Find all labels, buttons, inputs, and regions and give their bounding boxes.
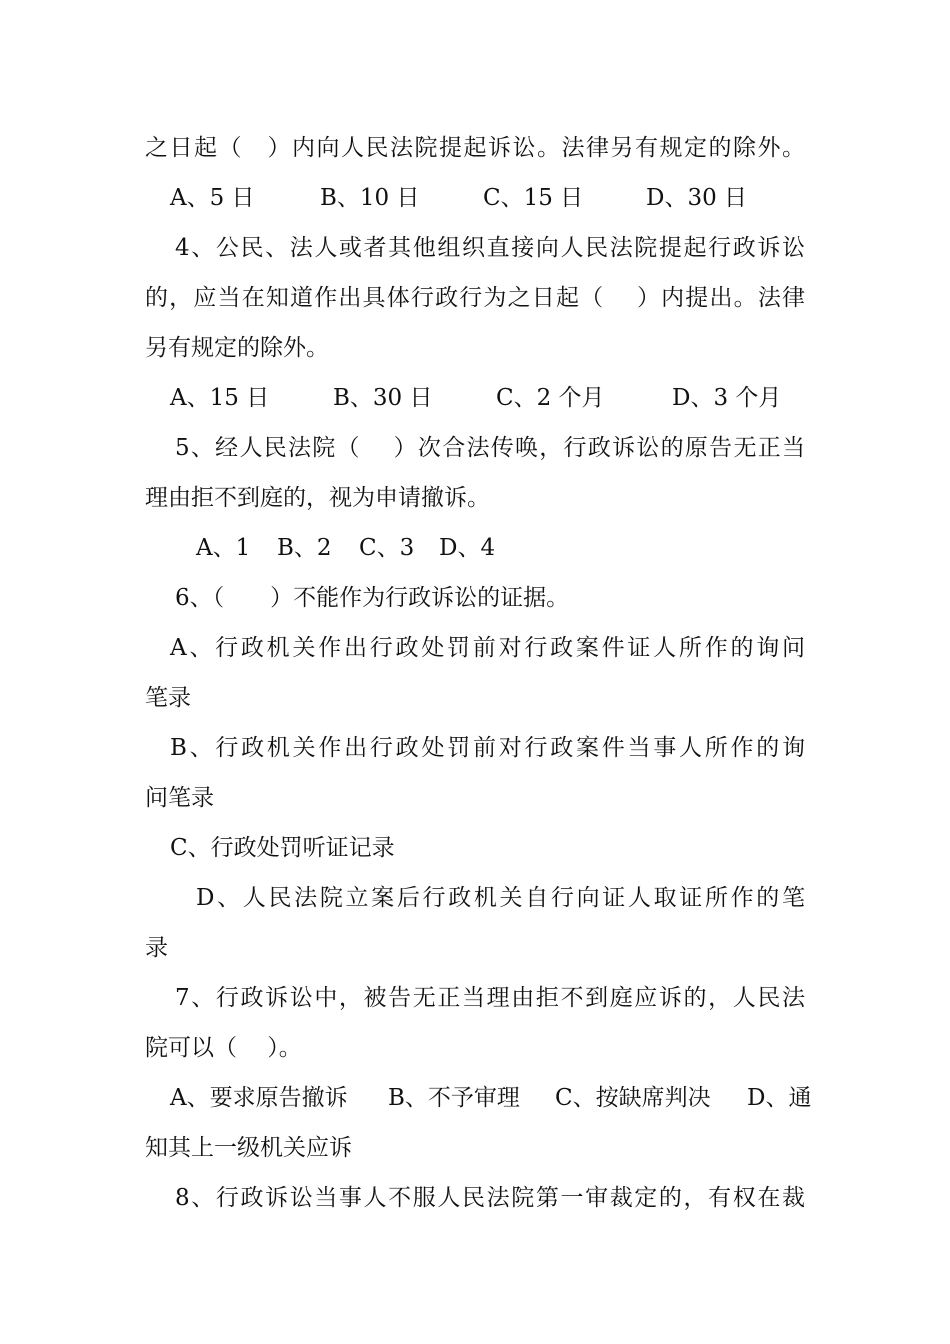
option-c: C、按缺席判决 xyxy=(555,1085,711,1111)
option-d: D、30 日 xyxy=(646,185,748,211)
question-7-line-1: 7、行政诉讼中，被告无正当理由拒不到庭应诉的，人民法 xyxy=(175,985,805,1011)
option-c: C、2 个月 xyxy=(496,385,605,411)
option-b: B、不予审理 xyxy=(388,1085,520,1111)
question-6-option-b-line-2: 问笔录 xyxy=(145,785,214,811)
question-6-option-a-line-1: A、行政机关作出行政处罚前对行政案件证人所作的询问 xyxy=(170,635,805,661)
question-6-option-d-line-2: 录 xyxy=(145,935,168,961)
question-6-option-c: C、行政处罚听证记录 xyxy=(170,835,395,861)
option-b: B、30 日 xyxy=(333,385,433,411)
option-a: A、15 日 xyxy=(170,385,270,411)
question-7-line-2: 院可以（ ）。 xyxy=(145,1035,302,1061)
question-6-option-a-line-2: 笔录 xyxy=(145,685,191,711)
question-4-line-2: 的，应当在知道作出具体行政行为之日起（ ）内提出。法律 xyxy=(145,285,805,311)
question-8-line-1: 8、行政诉讼当事人不服人民法院第一审裁定的，有权在裁 xyxy=(175,1185,805,1211)
text-line: 之日起（ ）内向人民法院提起诉讼。法律另有规定的除外。 xyxy=(145,135,805,161)
question-7-line-4: 知其上一级机关应诉 xyxy=(145,1135,352,1161)
question-4-line-3: 另有规定的除外。 xyxy=(145,335,329,361)
question-6-option-d-line-1: D、人民法院立案后行政机关自行向证人取证所作的笔 xyxy=(196,885,805,911)
option-d: D、3 个月 xyxy=(672,385,782,411)
option-d: D、通 xyxy=(747,1085,812,1111)
option-d: D、4 xyxy=(439,535,496,561)
option-a: A、要求原告撤诉 xyxy=(170,1085,348,1111)
option-c: C、3 xyxy=(359,535,415,561)
option-b: B、2 xyxy=(277,535,332,561)
question-5-line-2: 理由拒不到庭的，视为申请撤诉。 xyxy=(145,485,490,511)
option-c: C、15 日 xyxy=(483,185,584,211)
option-b: B、10 日 xyxy=(320,185,420,211)
question-6-line-1: 6、（ ）不能作为行政诉讼的证据。 xyxy=(175,585,570,611)
question-6-option-b-line-1: B、行政机关作出行政处罚前对行政案件当事人所作的询 xyxy=(170,735,805,761)
option-a: A、1 xyxy=(196,535,251,561)
option-a: A、5 日 xyxy=(170,185,255,211)
question-5-line-1: 5、经人民法院（ ）次合法传唤，行政诉讼的原告无正当 xyxy=(175,435,805,461)
question-4-line-1: 4、公民、法人或者其他组织直接向人民法院提起行政诉讼 xyxy=(175,235,805,261)
